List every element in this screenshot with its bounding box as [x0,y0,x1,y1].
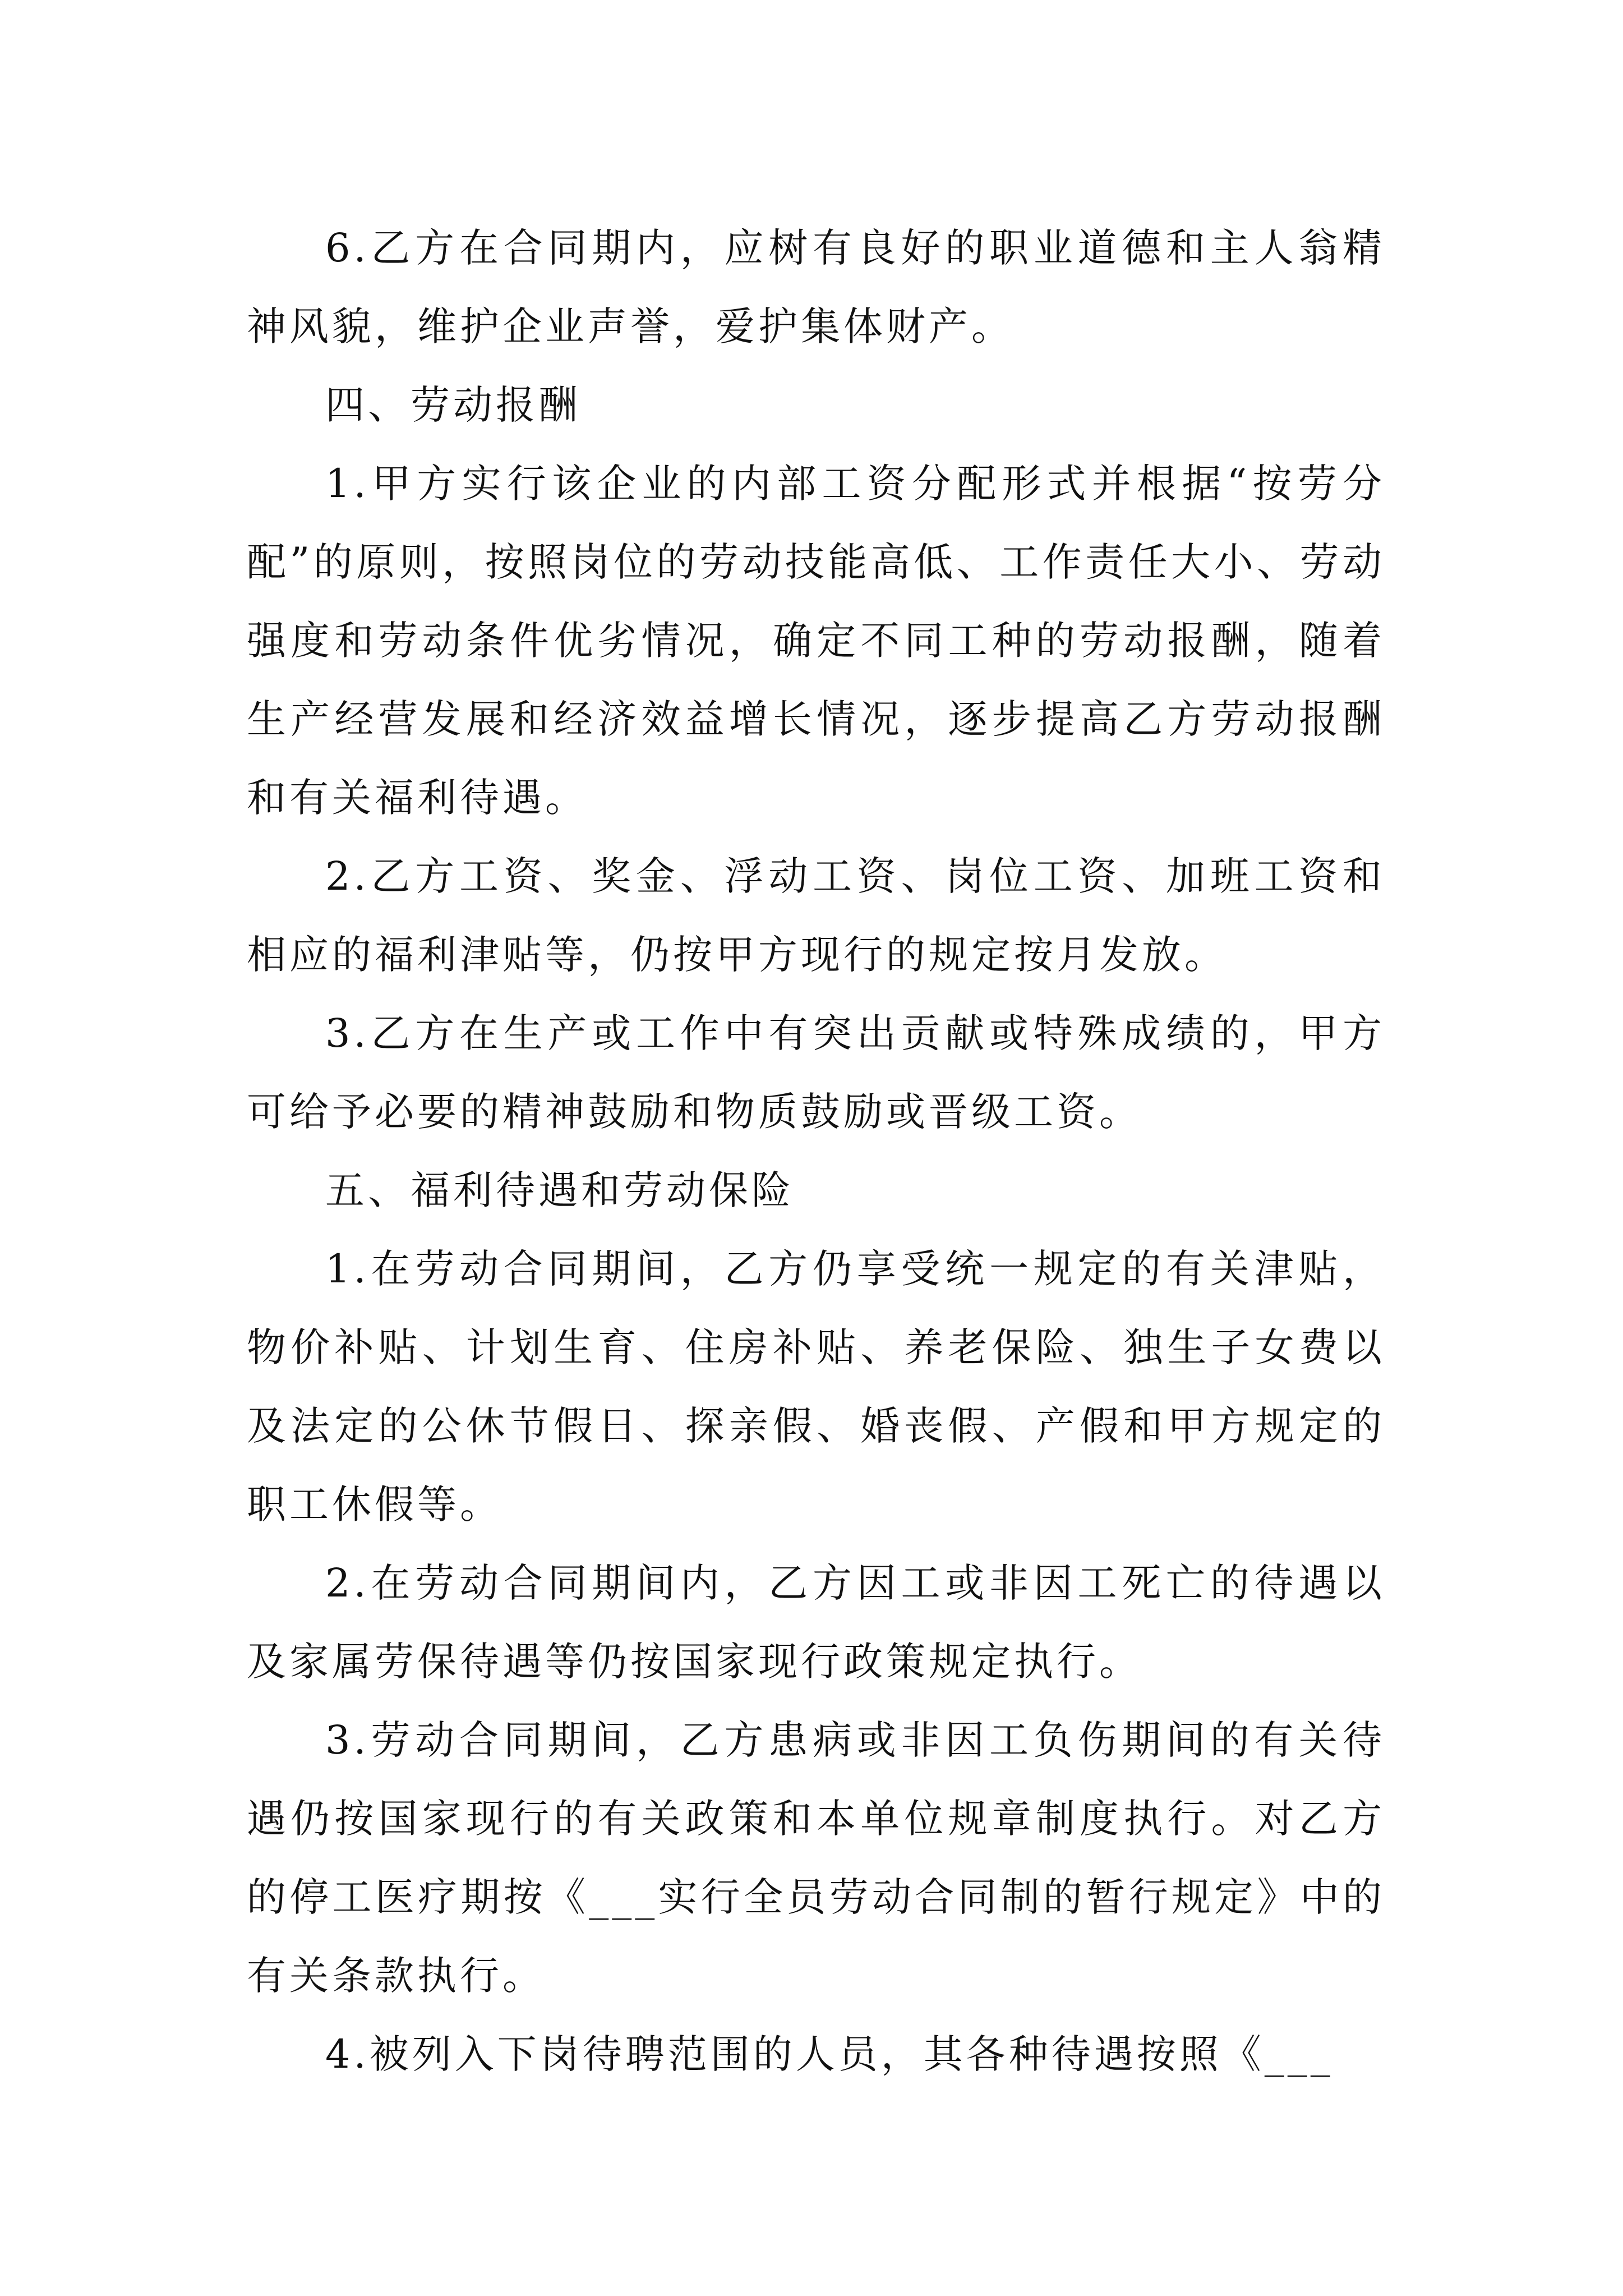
section-heading-5: 五、福利待遇和劳动保险 [325,1167,794,1213]
clause-5-4: 4.被列入下岗待聘范围的人员，其各种待遇按照《___ [325,2031,1334,2077]
clause-4-3: 3.乙方在生产或工作中有突出贡献或特殊成绩的，甲方可给予必要的精神鼓励和物质鼓励或晋级工资。 [247,1010,1385,1135]
clause-5-2: 2.在劳动合同期间内，乙方因工或非因工死亡的待遇以及家属劳保待遇等仍按国家现行政策规定执行。 [247,1560,1385,1685]
document-body [247,209,1385,2093]
clause-4-2: 2.乙方工资、奖金、浮动工资、岗位工资、加班工资和相应的福利津贴等，仍按甲方现行的规定按月发放。 [247,853,1385,978]
section-heading-4: 四、劳动报酬 [325,382,581,428]
clause-5-1: 1.在劳动合同期间，乙方仍享受统一规定的有关津贴，物价补贴、计划生育、住房补贴、养老保险、独生子女费以及法定的公休节假日、探亲假、婚丧假、产假和甲方规定的职工休假等。 [247,1246,1385,1527]
clause-5-3: 3.劳动合同期间，乙方患病或非因工负伤期间的有关待遇仍按国家现行的有关政策和本单位规章制度执行。对乙方的停工医疗期按《___实行全员劳动合同制的暂行规定》中的有关条款执行。 [247,1717,1385,1999]
clause-4-1: 1.甲方实行该企业的内部工资分配形式并根据“按劳分配”的原则，按照岗位的劳动技能高低、工作责任大小、劳动强度和劳动条件优劣情况，确定不同工种的劳动报酬，随着生产经营发展和经济效益增长情况，逐步提高乙方劳动报酬和有关福利待遇。 [247,461,1385,821]
clause-3-6: 6.乙方在合同期内，应树有良好的职业道德和主人翁精神风貌，维护企业声誉，爱护集体财产。 [247,225,1385,349]
